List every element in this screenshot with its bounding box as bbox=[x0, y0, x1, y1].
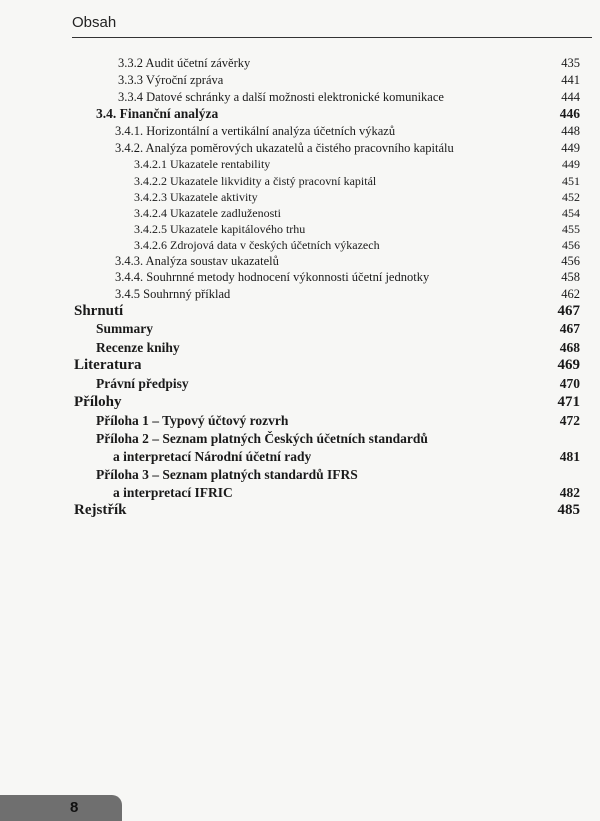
toc-entry-page: 472 bbox=[559, 413, 580, 428]
toc-entry bbox=[115, 254, 580, 269]
toc-entry bbox=[118, 90, 580, 105]
toc-entry bbox=[113, 449, 580, 465]
toc-entry-title: a interpretací IFRIC bbox=[113, 485, 233, 500]
toc-entry bbox=[74, 357, 580, 374]
toc-entry bbox=[96, 467, 580, 483]
toc-entry bbox=[115, 287, 580, 302]
toc-entry-title: 3.4.5 Souhrnný příklad bbox=[115, 287, 231, 301]
toc-entry bbox=[134, 222, 580, 237]
toc-entry bbox=[74, 394, 580, 411]
toc-entry-page: 470 bbox=[559, 376, 580, 391]
toc-entry bbox=[96, 106, 580, 122]
toc-entry-page: 482 bbox=[559, 485, 580, 500]
toc-entry bbox=[96, 340, 580, 356]
toc-entry bbox=[74, 303, 580, 320]
toc-entry-page: 444 bbox=[561, 90, 580, 104]
toc-entry-page: 467 bbox=[557, 303, 580, 319]
toc-entry-page: 452 bbox=[562, 190, 580, 204]
toc-entry-title: a interpretací Národní účetní rady bbox=[113, 449, 312, 464]
toc-entry-title: 3.4.2. Analýza poměrových ukazatelů a čistého pracovního kapitálu bbox=[115, 141, 454, 155]
toc-entry-title: 3.4.2.5 Ukazatele kapitálového trhu bbox=[134, 222, 306, 236]
toc-entry-page: 468 bbox=[559, 340, 580, 355]
toc-entry-page: 455 bbox=[562, 222, 580, 236]
toc-entry-title: Recenze knihy bbox=[96, 340, 180, 355]
toc-entry-page: 485 bbox=[557, 502, 580, 518]
toc-entry-page: 435 bbox=[561, 56, 580, 70]
running-header: Obsah bbox=[72, 14, 117, 31]
toc-entry-title: Příloha 1 – Typový účtový rozvrh bbox=[96, 413, 289, 428]
toc-entry-title: 3.4.2.2 Ukazatele likvidity a čistý pracovní kapitál bbox=[134, 174, 377, 188]
toc-entry bbox=[118, 56, 580, 71]
toc-entry bbox=[115, 270, 580, 285]
toc-entry bbox=[134, 157, 580, 172]
toc-entry-title: Shrnutí bbox=[74, 303, 124, 319]
toc-entry-title: Příloha 2 – Seznam platných Českých účetních standardů bbox=[96, 431, 428, 446]
toc-entry bbox=[134, 174, 580, 189]
toc-entry bbox=[74, 502, 580, 519]
toc-entry-title: 3.4.3. Analýza soustav ukazatelů bbox=[115, 254, 279, 268]
toc-entry-title: Příloha 3 – Seznam platných standardů IFRS bbox=[96, 467, 358, 482]
toc-entry-page: 456 bbox=[561, 254, 580, 268]
toc-entry-title: 3.4.1. Horizontální a vertikální analýza účetních výkazů bbox=[115, 124, 396, 138]
toc-entry-title: 3.4.2.4 Ukazatele zadluženosti bbox=[134, 206, 281, 220]
toc-entry-page: 448 bbox=[561, 124, 580, 138]
toc-entry-title: 3.4.4. Souhrnné metody hodnocení výkonnosti účetní jednotky bbox=[115, 270, 430, 284]
toc-entry bbox=[96, 431, 580, 447]
page-number-tab bbox=[0, 795, 122, 821]
page-number: 8 bbox=[70, 799, 79, 816]
toc-entry-title: 3.3.3 Výroční zpráva bbox=[118, 73, 224, 87]
toc-entry-page: 449 bbox=[561, 141, 580, 155]
toc-entry-page: 458 bbox=[561, 270, 580, 284]
toc-entry-title: Literatura bbox=[74, 357, 142, 373]
toc-entry bbox=[96, 321, 580, 337]
toc-entry bbox=[115, 141, 580, 156]
toc-entry-title: 3.4.2.6 Zdrojová data v českých účetních výkazech bbox=[134, 238, 380, 252]
toc-entry-page: 449 bbox=[562, 157, 580, 171]
toc-entry-title: 3.3.4 Datové schránky a další možnosti elektronické komunikace bbox=[118, 90, 444, 104]
toc-entry-page: 467 bbox=[559, 321, 580, 336]
toc-entry bbox=[115, 124, 580, 139]
toc-entry bbox=[118, 73, 580, 88]
toc-entry-page: 451 bbox=[562, 174, 580, 188]
toc-entry-title: 3.3.2 Audit účetní závěrky bbox=[118, 56, 251, 70]
toc-entry-title: 3.4.2.1 Ukazatele rentability bbox=[134, 157, 271, 171]
toc-entry-title: 3.4. Finanční analýza bbox=[96, 106, 219, 121]
toc-entry-title: 3.4.2.3 Ukazatele aktivity bbox=[134, 190, 258, 204]
toc-entry bbox=[96, 413, 580, 429]
toc-entry bbox=[134, 238, 580, 253]
toc-entry-page: 471 bbox=[557, 394, 580, 410]
toc-entry-page: 462 bbox=[561, 287, 580, 301]
toc-entry bbox=[134, 206, 580, 221]
toc-entry-page: 469 bbox=[557, 357, 580, 373]
toc-entry-title: Summary bbox=[96, 321, 153, 336]
toc-entry-page: 446 bbox=[559, 106, 580, 121]
toc-entry bbox=[113, 485, 580, 501]
toc-entry-title: Právní předpisy bbox=[96, 376, 189, 391]
toc-entry bbox=[134, 190, 580, 205]
toc-entry-title: Přílohy bbox=[74, 394, 122, 410]
toc-entry-page: 454 bbox=[562, 206, 580, 220]
toc-entry-page: 441 bbox=[561, 73, 580, 87]
toc-entry-title: Rejstřík bbox=[74, 502, 127, 518]
toc-entry-page: 481 bbox=[559, 449, 580, 464]
toc-entry bbox=[96, 376, 580, 392]
toc-entry-page: 456 bbox=[562, 238, 580, 252]
